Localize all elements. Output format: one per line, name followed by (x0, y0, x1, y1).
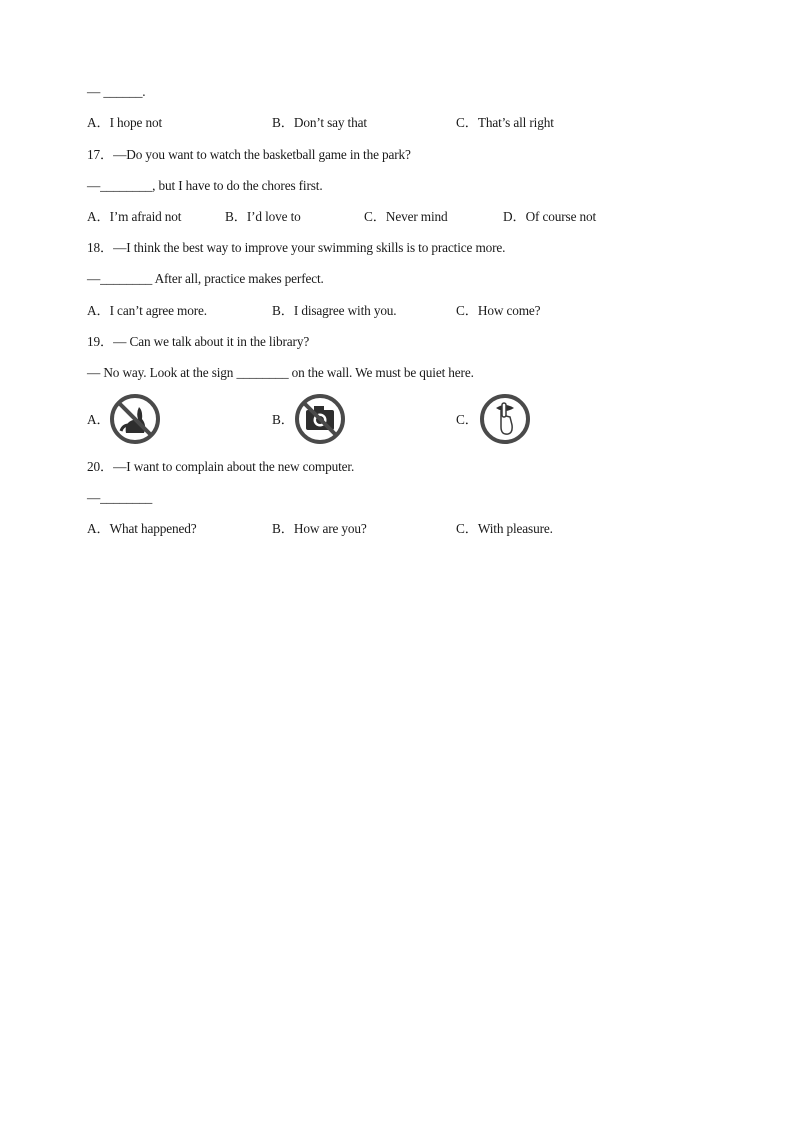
q20-option-c: C．With pleasure. (456, 521, 553, 536)
q18-prompt: 18．—I think the best way to improve your swimming skills is to practice more. (87, 240, 506, 255)
q17-prompt: 17．—Do you want to watch the basketball game in the park? (87, 147, 411, 162)
q18-option-a: A．I can’t agree more. (87, 303, 207, 318)
q16-option-a: A．I hope not (87, 115, 163, 130)
q17-option-d: D．Of course not (503, 209, 597, 224)
q19-option-a-letter: A． (87, 412, 110, 427)
q16-option-c: C．That’s all right (456, 115, 554, 130)
q18-option-b: B．I disagree with you. (272, 303, 397, 318)
q16-response: — ______. (87, 84, 146, 99)
q20-option-b: B．How are you? (272, 521, 367, 536)
keep-quiet-sign-icon (479, 389, 531, 449)
q19-response: — No way. Look at the sign ________ on the wall. We must be quiet here. (87, 365, 474, 380)
q16-option-b: B．Don’t say that (272, 115, 367, 130)
q18-response: —________ After all, practice makes perfect. (87, 271, 324, 286)
q20-prompt: 20．—I want to complain about the new computer. (87, 459, 355, 474)
no-eating-sign-icon (109, 389, 161, 449)
q17-option-c: C．Never mind (364, 209, 448, 224)
q20-option-a: A．What happened? (87, 521, 197, 536)
q17-option-a: A．I’m afraid not (87, 209, 182, 224)
q20-response: —________ (87, 490, 153, 505)
no-photography-sign-icon (294, 389, 346, 449)
q19-prompt: 19．— Can we talk about it in the library? (87, 334, 310, 349)
q17-option-b: B．I’d love to (225, 209, 301, 224)
q19-option-c-letter: C． (456, 412, 478, 427)
q18-option-c: C．How come? (456, 303, 541, 318)
q19-option-b-letter: B． (272, 412, 294, 427)
q17-response: —________, but I have to do the chores first. (87, 178, 323, 193)
